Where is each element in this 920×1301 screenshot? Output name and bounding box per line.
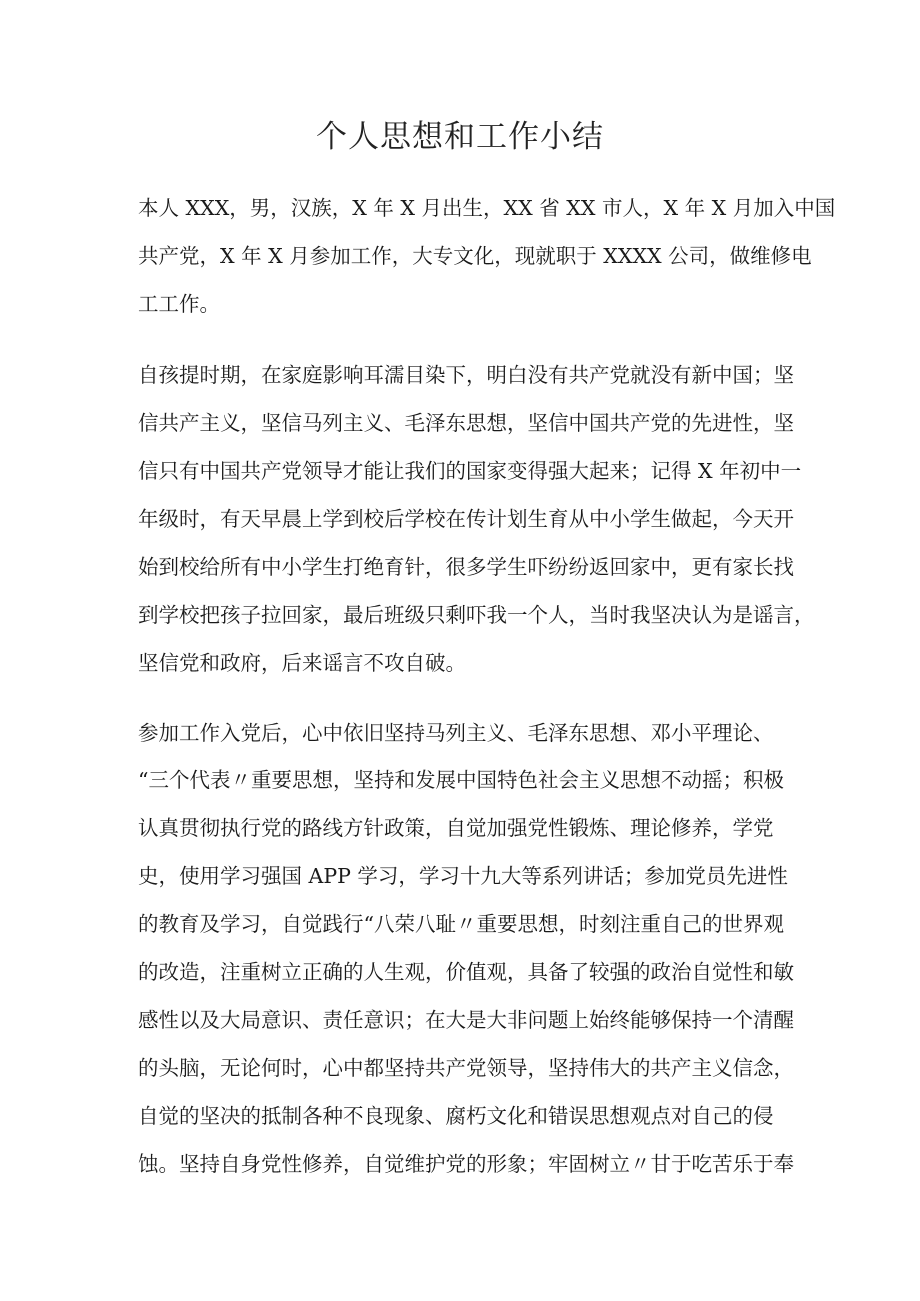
paragraph-3-line-5: 的教育及学习，自觉践行“八荣八耻〃重要思想，时刻注重自己的世界观 xyxy=(138,912,784,936)
paragraph-3-line-7: 感性以及大局意识、责任意识；在大是大非问题上始终能够保持一个清醒 xyxy=(138,1008,794,1032)
paragraph-1-line-1: 本人 XXX，男，汉族，X 年 X 月出生，XX 省 XX 市人，X 年 X 月加入中国 xyxy=(138,196,836,220)
paragraph-3-line-6: 的改造，注重树立正确的人生观，价值观，具备了较强的政治自觉性和敏 xyxy=(138,960,794,984)
paragraph-2-line-3: 信只有中国共产党领导才能让我们的国家变得强大起来；记得 X 年初中一 xyxy=(138,459,802,483)
paragraph-2-line-4: 年级时，有天早晨上学到校后学校在传计划生育从中小学生做起，今天开 xyxy=(138,507,794,531)
paragraph-3-line-3: 认真贯彻执行党的路线方针政策，自觉加强党性锻炼、理论修养，学党 xyxy=(138,816,774,840)
paragraph-3-line-8: 的头脑，无论何时，心中都坚持共产党领导，坚持伟大的共产主义信念， xyxy=(138,1056,794,1080)
paragraph-3-line-2: “三个代表〃重要思想，坚持和发展中国特色社会主义思想不动摇；积极 xyxy=(138,768,784,792)
paragraph-2-line-1: 自孩提时期，在家庭影响耳濡目染下，明白没有共产党就没有新中国；坚 xyxy=(138,363,794,387)
paragraph-2-line-2: 信共产主义，坚信马列主义、毛泽东思想，坚信中国共产党的先进性，坚 xyxy=(138,411,794,435)
paragraph-3-line-4: 史，使用学习强国 APP 学习，学习十九大等系列讲话；参加党员先进性 xyxy=(138,864,788,888)
paragraph-2-line-7: 坚信党和政府，后来谣言不攻自破。 xyxy=(138,651,466,675)
paragraph-2-line-5: 始到校给所有中小学生打绝育针，很多学生吓纷纷返回家中，更有家长找 xyxy=(138,555,794,579)
paragraph-1-line-3: 工工作。 xyxy=(138,292,220,316)
paragraph-1-line-2: 共产党，X 年 X 月参加工作，大专文化，现就职于 XXXX 公司，做维修电 xyxy=(138,244,812,268)
paragraph-3-line-9: 自觉的坚决的抵制各种不良现象、腐朽文化和错误思想观点对自己的侵 xyxy=(138,1104,774,1128)
paragraph-3-line-10: 蚀。坚持自身党性修养，自觉维护党的形象；牢固树立〃甘于吃苦乐于奉 xyxy=(138,1152,794,1176)
paragraph-3-line-1: 参加工作入党后，心中依旧坚持马列主义、毛泽东思想、邓小平理论、 xyxy=(138,721,774,745)
document-title: 个人思想和工作小结 xyxy=(316,119,604,155)
paragraph-2-line-6: 到学校把孩子拉回家，最后班级只剩吓我一个人，当时我坚决认为是谣言， xyxy=(138,603,815,627)
